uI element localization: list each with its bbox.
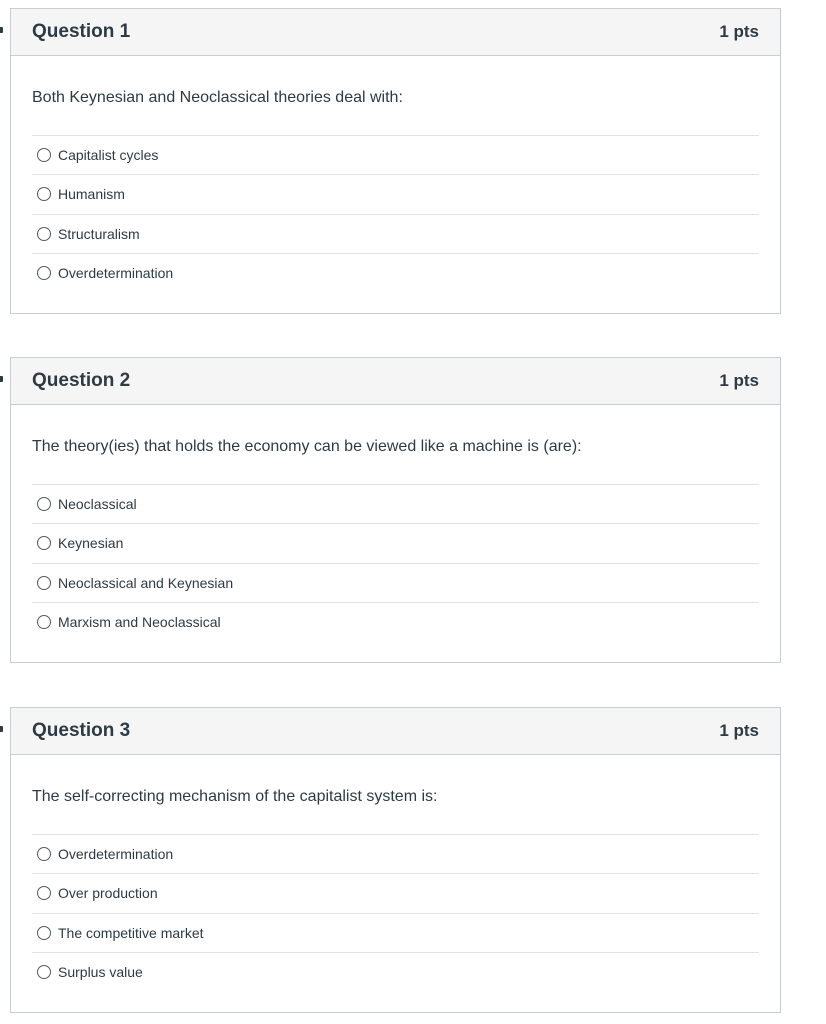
answer-option[interactable] [32,174,759,213]
answer-option[interactable] [32,523,759,562]
answer-label[interactable]: Marxism and Neoclassical [58,614,221,631]
answer-label[interactable]: Surplus value [58,964,143,981]
answer-label[interactable]: The competitive market [58,924,204,941]
answer-list [32,484,759,641]
question-header [11,358,780,405]
question-body [11,405,780,641]
radio-button[interactable] [37,576,51,590]
question-body [11,56,780,292]
answer-label[interactable]: Overdetermination [58,265,174,282]
answer-label[interactable]: Overdetermination [58,846,174,863]
answer-option[interactable] [32,602,759,641]
answer-option[interactable] [32,214,759,253]
question-marker [0,27,3,33]
answer-label[interactable]: Capitalist cycles [58,147,159,164]
answer-option[interactable] [32,873,759,912]
question-marker [0,726,3,732]
answer-option[interactable] [32,563,759,602]
radio-button[interactable] [37,615,51,629]
answer-list [32,135,759,292]
radio-button[interactable] [37,187,51,201]
answer-label[interactable]: Over production [58,885,158,902]
question-text: The theory(ies) that holds the economy can be viewed like a machine is (are): [32,438,582,455]
radio-button[interactable] [37,227,51,241]
question-title: Question 3 [32,720,131,741]
question-header [11,708,780,755]
question-marker [0,376,3,382]
answer-option[interactable] [32,834,759,873]
question-points: 1 pts [719,721,759,740]
question-card-2 [10,357,781,663]
answer-option[interactable] [32,253,759,292]
question-title: Question 2 [32,370,131,391]
radio-button[interactable] [37,926,51,940]
question-points: 1 pts [719,371,759,390]
question-title: Question 1 [32,21,131,42]
answer-label[interactable]: Neoclassical [58,496,137,513]
radio-button[interactable] [37,266,51,280]
question-text: The self-correcting mechanism of the capitalist system is: [32,788,438,805]
answer-label[interactable]: Structuralism [58,225,140,242]
question-header [11,9,780,56]
answer-option[interactable] [32,135,759,174]
question-card-3 [10,707,781,1013]
radio-button[interactable] [37,497,51,511]
answer-list [32,834,759,991]
radio-button[interactable] [37,965,51,979]
radio-button[interactable] [37,536,51,550]
radio-button[interactable] [37,886,51,900]
radio-button[interactable] [37,847,51,861]
question-text: Both Keynesian and Neoclassical theories deal with: [32,89,403,106]
question-body [11,755,780,991]
radio-button[interactable] [37,148,51,162]
answer-option[interactable] [32,952,759,991]
answer-option[interactable] [32,484,759,523]
question-card-1 [10,8,781,314]
answer-label[interactable]: Keynesian [58,535,124,552]
answer-option[interactable] [32,913,759,952]
answer-label[interactable]: Humanism [58,186,125,203]
question-points: 1 pts [719,22,759,41]
answer-label[interactable]: Neoclassical and Keynesian [58,574,234,591]
